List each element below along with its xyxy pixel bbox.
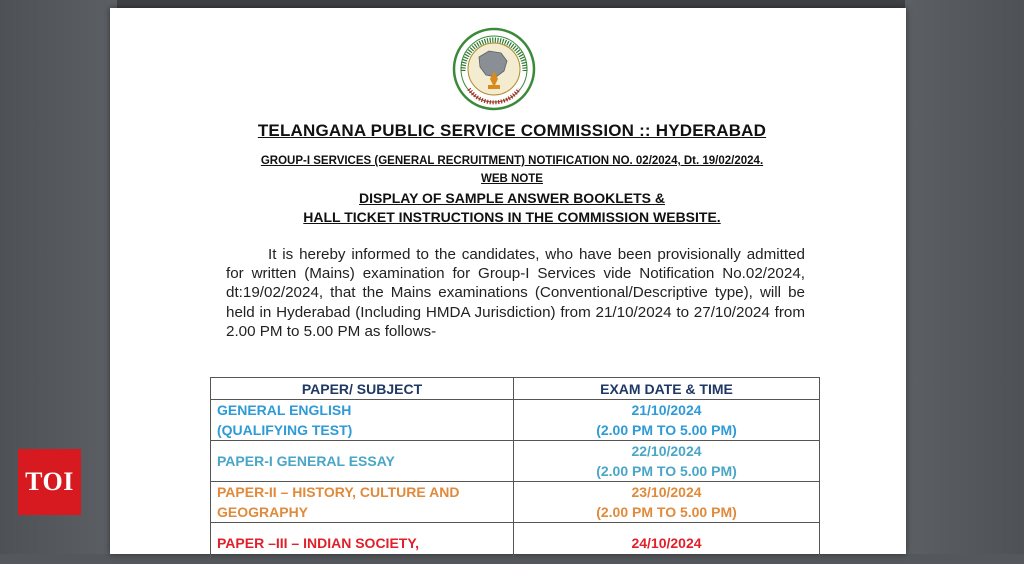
body-paragraph (226, 245, 805, 341)
subject-line-1: PAPER-I GENERAL ESSAY (217, 453, 395, 469)
body-paragraph-text: It is hereby informed to the candidates, who have been provisionally admitted for written (Mains) examination for Group-I Services vide Notification No.02/2024, dt:19/02/2024, that the Mains examinations (Conventional/Descriptive type), will be held in Hyderabad (Including HMDA Jurisdiction) from 21/10/2024 to 27/10/2024 from 2.00 PM to 5.00 PM as follows- (226, 246, 805, 340)
exam-date: 24/10/2024 (631, 535, 702, 551)
table-row (211, 482, 820, 523)
exam-date: 23/10/2024 (631, 484, 702, 500)
exam-time: (2.00 PM TO 5.00 PM) (596, 463, 737, 479)
subject-line-1: PAPER –III – INDIAN SOCIETY, (217, 535, 420, 551)
table-header-subject: PAPER/ SUBJECT (211, 378, 514, 400)
subject-cell (211, 482, 514, 523)
notification-line: GROUP-I SERVICES (GENERAL RECRUITMENT) NOTIFICATION NO. 02/2024, Dt. 19/02/2024. (260, 155, 764, 167)
table-row (211, 441, 820, 482)
page-title: TELANGANA PUBLIC SERVICE COMMISSION :: HYDERABAD (257, 121, 767, 140)
subject-cell (211, 441, 514, 482)
subject-line-1: PAPER-II – HISTORY, CULTURE AND (217, 484, 460, 500)
table-row (211, 400, 820, 441)
viewer-right-margin (905, 0, 1024, 554)
subject-cell (211, 523, 514, 564)
date-cell (514, 523, 820, 564)
table-row (211, 523, 820, 564)
subtitle-line-1: DISPLAY OF SAMPLE ANSWER BOOKLETS & (359, 190, 665, 206)
top-strip (0, 0, 1024, 8)
exam-date: 21/10/2024 (631, 402, 702, 418)
exam-schedule-table (210, 377, 820, 564)
date-cell (514, 441, 820, 482)
tspsc-seal-logo (449, 27, 539, 111)
web-note-heading: WEB NOTE (481, 173, 543, 185)
subject-cell (211, 400, 514, 441)
subject-line-2: (QUALIFYING TEST) (217, 422, 353, 438)
toi-logo: TOI (18, 449, 81, 515)
date-cell (514, 400, 820, 441)
subtitle-line-2: HALL TICKET INSTRUCTIONS IN THE COMMISSION WEBSITE. (303, 209, 721, 225)
exam-time: (2.00 PM TO 5.00 PM) (596, 422, 737, 438)
subject-line-1: GENERAL ENGLISH (217, 402, 352, 418)
table-header-row (211, 378, 820, 400)
exam-time: (2.00 PM TO 5.00 PM) (596, 504, 737, 520)
table-header-date: EXAM DATE & TIME (514, 378, 820, 400)
date-cell (514, 482, 820, 523)
subject-line-2: GEOGRAPHY (217, 504, 309, 520)
exam-date: 22/10/2024 (631, 443, 702, 459)
